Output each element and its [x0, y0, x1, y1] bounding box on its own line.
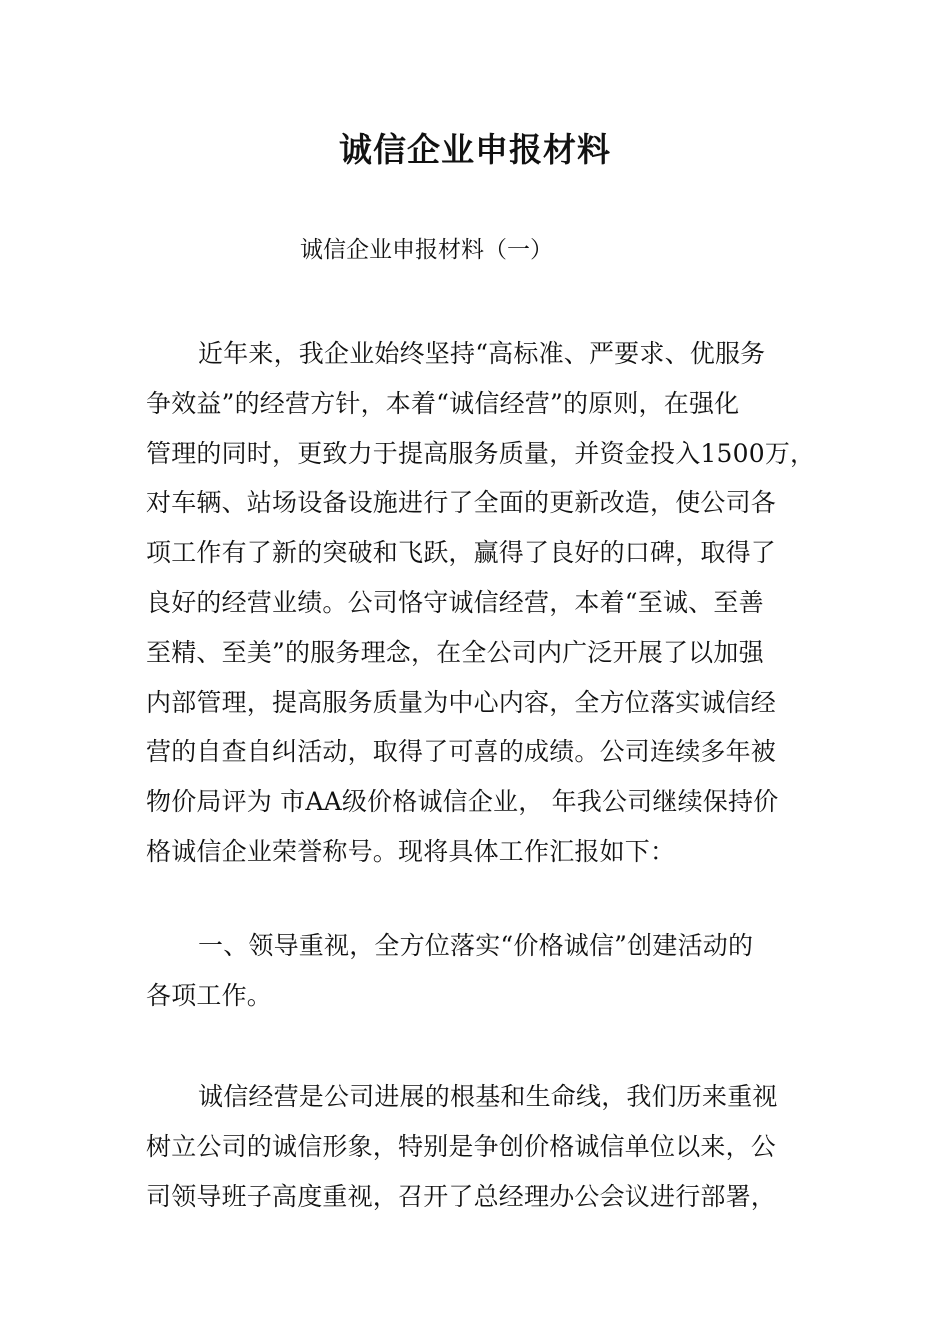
- paragraph-line: 管理的同时，更致力于提高服务质量，并资金投入1500万，: [146, 438, 816, 468]
- paragraph-section-1-body: [146, 1072, 814, 1221]
- paragraph-line: 诚信经营是公司进展的根基和生命线，我们历来重视: [198, 1082, 778, 1111]
- paragraph-line: 物价局评为 市AA级价格诚信企业， 年我公司继续保持价: [146, 787, 779, 817]
- paragraph-line: 项工作有了新的突破和飞跃，赢得了良好的口碑，取得了: [146, 538, 777, 568]
- paragraph-line: 争效益”的经营方针，本着“诚信经营”的原则，在强化: [146, 388, 740, 418]
- paragraph-intro: [146, 329, 814, 877]
- paragraph-line: 司领导班子高度重视，召开了总经理办公会议进行部署，: [146, 1181, 777, 1211]
- paragraph-line: 一、领导重视，全方位落实“价格诚信”创建活动的: [198, 931, 754, 960]
- paragraph-line: 至精、至美”的服务理念，在全公司内广泛开展了以加强: [146, 637, 764, 667]
- paragraph-line: 各项工作。: [146, 980, 273, 1010]
- paragraph-line: 格诚信企业荣誉称号。现将具体工作汇报如下：: [146, 836, 676, 866]
- section-heading-1: [146, 921, 814, 1021]
- paragraph-line: 良好的经营业绩。公司恪守诚信经营，本着“至诚、至善: [146, 587, 764, 617]
- paragraph-line: 树立公司的诚信形象，特别是争创价格诚信单位以来，公: [146, 1131, 777, 1161]
- paragraph-line: 对车辆、站场设备设施进行了全面的更新改造，使公司各: [146, 488, 777, 518]
- paragraph-line: 营的自查自纠活动，取得了可喜的成绩。公司连续多年被: [146, 737, 777, 767]
- document-title: 诚信企业申报材料: [339, 130, 611, 169]
- document-subtitle: 诚信企业申报材料（一）: [300, 237, 553, 263]
- paragraph-line: 近年来，我企业始终坚持“高标准、严要求、优服务: [198, 339, 766, 368]
- paragraph-line: 内部管理，提高服务质量为中心内容，全方位落实诚信经: [146, 687, 777, 717]
